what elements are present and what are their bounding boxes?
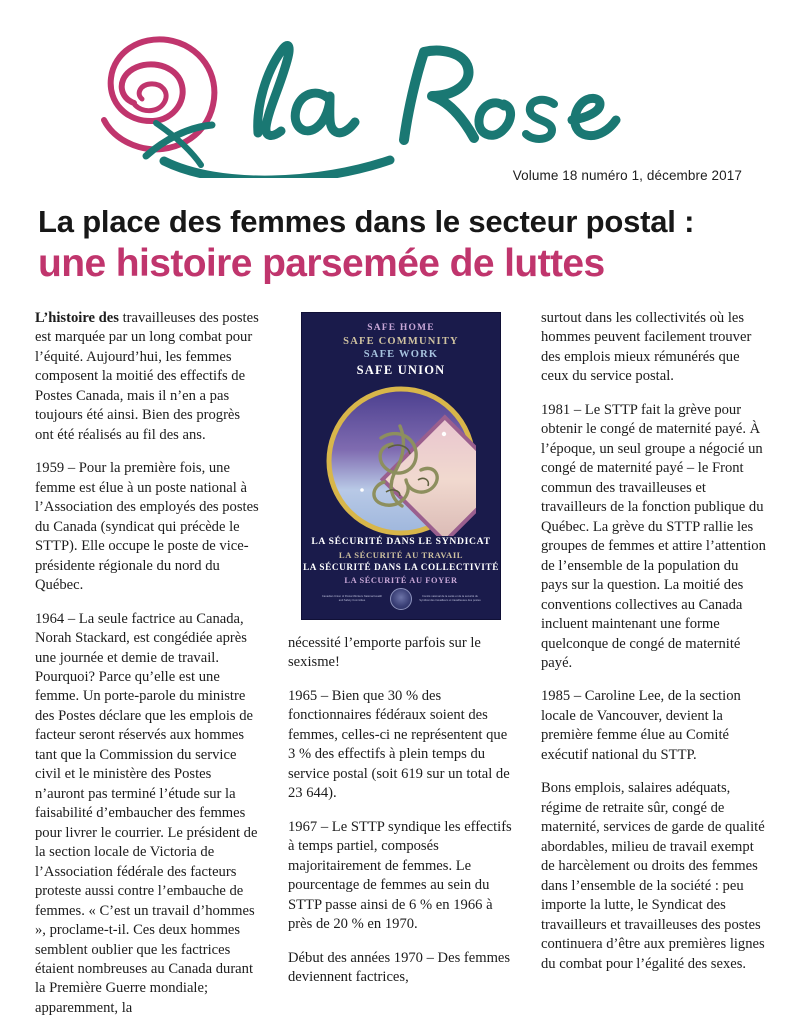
poster-figure bbox=[301, 312, 501, 620]
paragraph-1964: 1964 – La seule factrice au Canada, Norah Stackard, est congédiée après une journée et demie de travail. Pourquoi? Parce qu’elle est une femme. Un porte-parole du ministre des Postes déclare que les emplois de facteur seront réservés aux hommes tant que la Commission du service civil et le ministère des Postes n’auront pas terminé l’étude sur la faisabilité d’embaucher des femmes pour livrer le courrier. Le président de la section locale de Victoria de l’Association fédérale des facteurs proteste aussi contre l’embauche de femmes. « C’est un travail d’hommes », proclame-t-il. Ces deux hommes semblent oublier que les factrices étaient nombreuses au Canada durant la Première Guerre mondiale; apparemment, la bbox=[35, 610, 258, 1016]
poster-line-securite-foyer: LA SÉCURITÉ AU FOYER bbox=[344, 575, 458, 585]
poster-line-safe-work: SAFE WORK bbox=[363, 349, 439, 361]
paragraph-lead bbox=[35, 309, 262, 445]
paragraph-1959: 1959 – Pour la première fois, une femme est élue à un poste national à l’Association des employés des postes du Canada (syndicat qui précède le STTP). Elle occupe le poste de vice-présidente régionale du nord du Québec. bbox=[35, 460, 259, 594]
paragraph-necessite: nécessité l’emporte parfois sur le sexisme! bbox=[288, 635, 481, 671]
la-rose-logo bbox=[60, 28, 680, 178]
paragraph-debut-1970: Début des années 1970 – Des femmes deviennent factrices, bbox=[288, 949, 511, 986]
poster-top-slogans bbox=[302, 322, 500, 379]
column-2 bbox=[288, 309, 515, 988]
poster-line-securite-syndicat: LA SÉCURITÉ DANS LE SYNDICAT bbox=[311, 536, 491, 547]
poster-line-securite-travail: LA SÉCURITÉ AU TRAVAIL bbox=[338, 549, 464, 560]
column-3 bbox=[541, 309, 768, 974]
poster-bottom-slogans bbox=[302, 535, 500, 587]
paragraph-1967: 1967 – Le STTP syndique les effectifs à temps partiel, composés majoritairement de femmes. Le pourcentage de femmes au sein du STTP passe ainsi de 6 % en 1966 à près de 20 % en 1970. bbox=[288, 818, 512, 933]
paragraph-1985: 1985 – Caroline Lee, de la section locale de Vancouver, devient la première femme élue au Comité exécutif national du STTP. bbox=[541, 688, 741, 763]
paragraph-1981: 1981 – Le STTP fait la grève pour obtenir le congé de maternité payé. À l’époque, un seul groupe a négocié un congé de maternité payé – le Front commun des travailleuses et travailleurs de la fonction publique du Québec. La grève du STTP rallie les groupes de femmes et attire l’attention de l’ensemble de la population du pays sur la question. La moitié des conventions collectives au Canada incluent maintenant une forme quelconque de congé de maternité payé. bbox=[541, 401, 766, 671]
paragraph-1965: 1965 – Bien que 30 % des fonctionnaires fédéraux soient des femmes, celles-ci ne représentent que 3 % des effectifs à plein temps du service postal (soit 619 sur un total de 23 644). bbox=[288, 687, 510, 802]
paragraph-conclusion: Bons emplois, salaires adéquats, régime de retraite sûr, congé de maternité, services de garde de qualité abordables, milieu de travail exempt de harcèlement ou droits des femmes dans l’ensemble de la société : peu importe la lutte, le Syndicat des travailleurs et travailleuses des postes continuera d’être aux premières lignes du combat pour l’égalité des sexes. bbox=[541, 780, 765, 972]
headline-line-2: une histoire parsemée de luttes bbox=[38, 241, 605, 285]
poster-credits bbox=[312, 588, 490, 610]
column-1 bbox=[35, 309, 262, 1018]
poster-credit-right: Comité national de la santé et de la sécurité du Syndicat des travailleurs et travailleuses des postes bbox=[419, 594, 481, 602]
poster-line-safe-community: SAFE COMMUNITY bbox=[343, 335, 459, 347]
poster-line-safe-union: SAFE UNION bbox=[356, 363, 446, 378]
paragraph-surtout: surtout dans les collectivités où les hommes peuvent facilement trouver des emplois mieux rémunérés que ceux du service postal. bbox=[541, 310, 752, 385]
article-headline bbox=[38, 205, 762, 286]
poster-line-safe-home: SAFE HOME bbox=[367, 323, 435, 333]
headline-line-1: La place des femmes dans le secteur postal : bbox=[38, 204, 695, 239]
rose-spiral-icon bbox=[60, 28, 680, 178]
union-seal-icon bbox=[390, 588, 412, 610]
poster-medallion-artwork bbox=[326, 386, 476, 536]
article-body bbox=[35, 309, 769, 1025]
poster-credit-left: Canadian Union of Postal Workers National Health and Safety Committee bbox=[321, 594, 383, 602]
masthead bbox=[0, 0, 800, 200]
poster-line-securite-collectivite: LA SÉCURITÉ DANS LA COLLECTIVITÉ bbox=[303, 562, 499, 573]
lead-run-in: L’histoire des bbox=[35, 310, 123, 326]
safe-union-poster-image bbox=[301, 312, 501, 620]
lead-rest: travailleuses des postes est marquée par un long combat pour l’équité. Aujourd’hui, les femmes composent la moitié des effectifs de Postes Canada, mais il n’en a pas toujours été ainsi. Bien des progrès ont été réalisés au fil des ans. bbox=[35, 310, 259, 443]
volume-issue-line: Volume 18 numéro 1, décembre 2017 bbox=[512, 168, 742, 183]
